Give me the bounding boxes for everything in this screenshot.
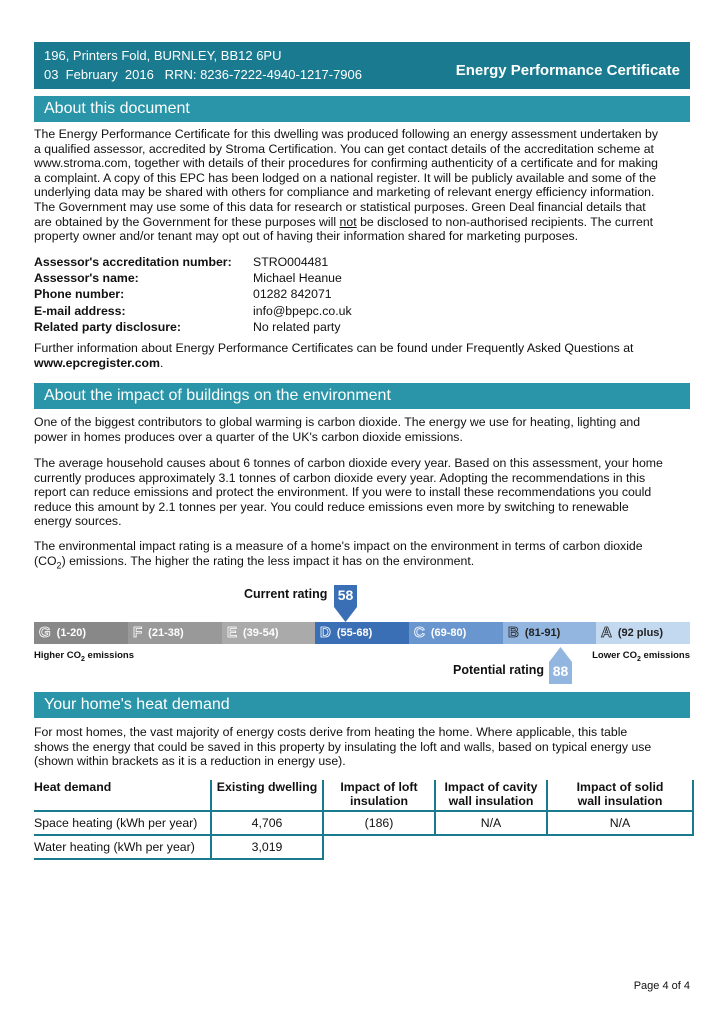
table-row [34, 835, 693, 859]
label-text: emissions [640, 650, 690, 661]
property-address: 196, Printers Fold, BURNLEY, BB12 6PU [44, 48, 282, 63]
heat-intro [34, 725, 690, 769]
header-heat-demand: Heat demand [34, 780, 211, 811]
subscript: 2 [56, 560, 62, 571]
impact-text: ) emissions. The higher the rating the less impact it has on the environment. [61, 553, 475, 568]
cell-value: 4,706 [211, 811, 323, 835]
current-rating-label: Current rating [244, 587, 328, 601]
further-info-line: Further information about Energy Performance Certificates can be found under Frequently Asked Questions at [34, 341, 634, 355]
section-impact-environment: About the impact of buildings on the environment [34, 383, 690, 409]
band-d [315, 622, 409, 644]
about-line [34, 215, 690, 230]
about-text: are obtained by the Government for these purposes will [34, 214, 340, 229]
impact-paragraph-1 [34, 415, 690, 444]
band-letter: F [133, 624, 143, 641]
band-range: (55-68) [336, 627, 373, 639]
table-header-row [34, 780, 693, 811]
potential-rating-marker [549, 647, 572, 684]
about-line: underlying data may be shared with others for compliance and marketing of relevant energy efficiency information. [34, 185, 655, 200]
underlined-not: not [339, 214, 357, 229]
row-label: Space heating (kWh per year) [34, 811, 211, 835]
band-letter: B [508, 624, 519, 641]
impact-line: report can reduce emissions and protect the environment. If you were to install these recommendations you could [34, 485, 652, 500]
assessor-value: No related party [253, 319, 341, 334]
section-heat-demand: Your home's heat demand [34, 692, 690, 718]
date-rrn: 03 February 2016 RRN: 8236-7222-4940-1217-7906 [44, 67, 362, 82]
about-line: a qualified assessor, accredited by Stroma Certification. You can get contact details of the accreditation scheme at [34, 141, 654, 156]
potential-rating-label: Potential rating [453, 663, 544, 677]
band-letter: C [414, 624, 425, 641]
cell-value: N/A [547, 811, 693, 835]
current-rating-marker [334, 585, 357, 601]
band-range: (1-20) [56, 627, 87, 639]
impact-paragraph-3 [34, 539, 690, 573]
higher-emissions-label [34, 650, 134, 663]
heat-demand-table [34, 780, 694, 860]
band-letter: E [227, 624, 238, 641]
row-label: Water heating (kWh per year) [34, 835, 211, 859]
band-range: (81-91) [524, 627, 561, 639]
label-text: emissions [84, 650, 134, 661]
cell-value: 3,019 [211, 835, 323, 859]
page-number: Page 4 of 4 [633, 980, 690, 992]
assessor-value: info@bpepc.co.uk [253, 303, 352, 318]
band-b [503, 622, 596, 644]
assessor-key: E-mail address: [34, 303, 126, 318]
band-c [409, 622, 503, 644]
impact-line: The environmental impact rating is a measure of a home's impact on the environment in terms of carbon dioxide [34, 539, 643, 553]
assessor-key: Related party disclosure: [34, 319, 181, 334]
band-f [128, 622, 222, 644]
heat-intro-line: (shown within brackets as it is a reduction in energy use). [34, 754, 346, 769]
band-range: (92 plus) [617, 627, 664, 639]
epc-register-link[interactable]: www.epcregister.com [34, 355, 160, 370]
subscript: 2 [636, 655, 641, 663]
header-loft-insulation: Impact of loft insulation [323, 780, 435, 811]
impact-text: (CO [34, 553, 57, 568]
section-about-document: About this document [34, 96, 690, 122]
about-text: be disclosed to non-authorised recipients. The current [356, 214, 654, 229]
about-line: www.stroma.com, together with details of their procedures for confirming authenticity of a certificate and for making [34, 156, 659, 171]
impact-line: power in homes produces over a quarter of the UK's carbon dioxide emissions. [34, 429, 463, 444]
heat-intro-line: shows the energy that could be saved in this property by insulating the loft and walls, based on typical energy use [34, 739, 652, 754]
subscript: 2 [80, 655, 85, 663]
cell-value: (186) [323, 811, 435, 835]
header-existing-dwelling: Existing dwelling [211, 780, 323, 811]
current-rating-value: 58 [337, 587, 354, 603]
about-line: a complaint. A copy of this EPC has been lodged on a national register. It will be publicly available and some of the [34, 170, 657, 185]
label-text: Lower CO [592, 650, 637, 661]
document-title: Energy Performance Certificate [455, 62, 680, 79]
impact-paragraph-2 [34, 456, 690, 529]
band-range: (69-80) [430, 627, 467, 639]
about-paragraph [34, 127, 690, 244]
impact-line: currently produces approximately 3.1 tonnes of carbon dioxide every year. Adopting the recommendations in this [34, 470, 646, 485]
band-letter: D [320, 624, 331, 641]
heat-intro-line: For most homes, the vast majority of energy costs derive from heating the home. Where applicable, this table [34, 725, 628, 739]
impact-line: energy sources. [34, 514, 122, 529]
impact-line: The average household causes about 6 tonnes of carbon dioxide every year. Based on this assessment, your home [34, 456, 663, 470]
assessor-value: STRO004481 [253, 255, 329, 269]
band-a [596, 622, 690, 644]
cell-value: N/A [435, 811, 547, 835]
label-text: Higher CO [34, 650, 81, 661]
header-solid-wall: Impact of solid wall insulation [547, 780, 693, 811]
band-range: (39-54) [243, 627, 279, 639]
about-line: The Government may use some of this data for research or statistical purposes. Green Deal financial details that [34, 199, 646, 214]
certificate-banner [34, 42, 690, 89]
band-letter: A [601, 624, 612, 641]
assessor-key: Assessor's accreditation number: [34, 255, 232, 269]
band-range: (21-38) [148, 627, 184, 639]
header-cavity-wall: Impact of cavity wall insulation [435, 780, 547, 811]
band-e [222, 622, 315, 644]
about-line: The Energy Performance Certificate for this dwelling was produced following an energy assessment undertaken by [34, 127, 659, 141]
band-g [34, 622, 128, 644]
further-info [34, 341, 690, 370]
assessor-value: Michael Heanue [253, 271, 342, 286]
assessor-key: Phone number: [34, 287, 125, 302]
about-line: property owner and/or tenant may opt out of having their information shared for marketing purposes. [34, 229, 579, 244]
table-row [34, 811, 693, 835]
impact-line: One of the biggest contributors to global warming is carbon dioxide. The energy we use for heating, lighting and [34, 415, 641, 429]
period: . [159, 355, 164, 370]
band-letter: G [39, 624, 51, 641]
impact-line: reduce this amount by 2.1 tonnes per year. You could reduce emissions even more by switching to renewable [34, 499, 629, 514]
assessor-key: Assessor's name: [34, 271, 139, 286]
potential-rating-value: 88 [552, 663, 569, 679]
lower-emissions-label [592, 650, 690, 663]
assessor-value: 01282 842071 [253, 287, 332, 302]
